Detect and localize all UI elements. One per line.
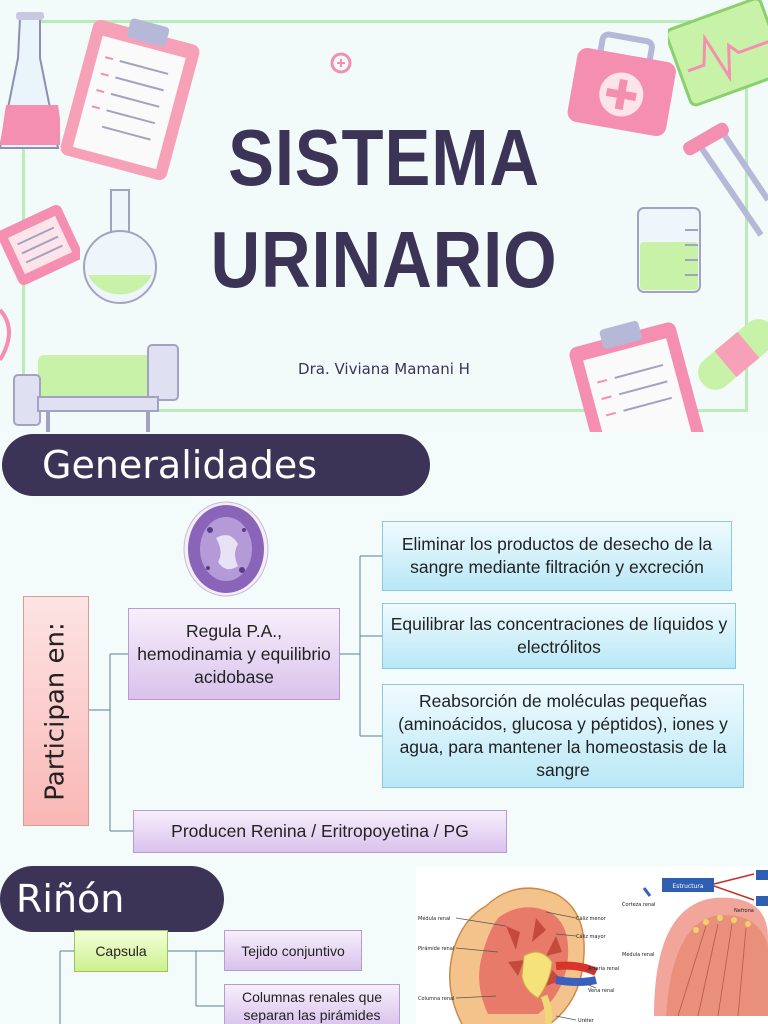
cover-title-line2: URINARIO [210,215,558,304]
label-vena-renal: Vena renal [588,988,615,994]
tejido-box: Tejido conjuntivo [224,930,362,971]
renina-box: Producen Renina / Eritropoyetina / PG [133,810,507,853]
regula-box: Regula P.A., hemodinamia y equilibrio acidobase [128,608,340,700]
label-nefrona: Nefrona [734,908,754,914]
cover-title-line1: SISTEMA [228,113,540,202]
estructura-label: Estructura [672,883,704,890]
label-arteria-renal: Arteria renal [588,966,620,972]
label-caliz-menor: Cáliz menor [576,916,606,922]
cover-slide [0,0,768,432]
function-box-reabsorcion: Reabsorción de moléculas pequeñas (aminoácidos, glucosa y péptidos), iones y agua, para mantener la homeostasis de la sangre [382,684,744,788]
plus-badge-icon [330,52,352,74]
section-heading-text: Generalidades [42,443,318,487]
erlenmeyer-flask-icon [0,10,60,160]
label-caliz-mayor: Cáliz mayor [576,934,606,940]
capsula-box: Capsula [74,930,168,972]
function-box-eliminar: Eliminar los productos de desecho de la sangre mediante filtración y excreción [382,521,732,591]
participan-box [23,596,89,826]
ecg-monitor-icon [668,0,768,120]
section-heading-rinon [0,866,224,932]
label-piramide-renal: Pirámide renal [418,946,455,952]
function-box-equilibrar: Equilibrar las concentraciones de líquidos y electrólitos [382,603,736,669]
columnas-box: Columnas renales que separan las pirámides [224,984,400,1024]
kidney-anatomy-illustration [416,866,768,1024]
kidney-anatomy-figure [416,866,768,1024]
label-corteza-renal: Corteza renal [622,902,656,908]
label-medula-renal-right: Médula renal [622,952,655,958]
kidney-histology-image [182,500,270,598]
label-medula-renal: Médula renal [418,916,451,922]
participan-label: Participan en: [40,621,71,801]
cover-author: Dra. Viviana Mamani H [298,360,470,378]
hospital-bed-icon [8,325,188,432]
section-heading-generalidades [2,434,430,496]
label-columna-renal: Columna renal [418,996,455,1002]
section-heading-text: Riñón [16,877,125,921]
label-ureter: Uréter [578,1018,594,1024]
